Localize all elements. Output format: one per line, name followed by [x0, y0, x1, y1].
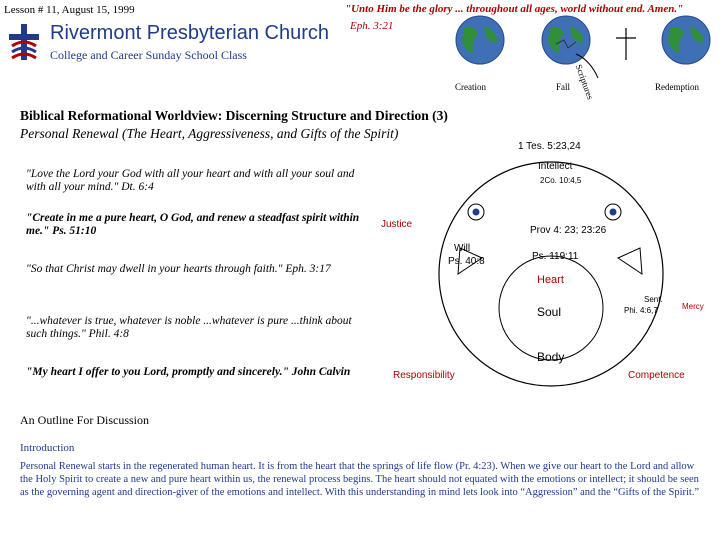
label-proverbs: Prov 4: 23; 23:26 — [530, 225, 607, 236]
label-soul: Soul — [537, 305, 562, 319]
label-philippians: Phi. 4:6,7 — [624, 306, 658, 315]
quote-psalm-51: "Create in me a pure heart, O God, and renew a steadfast spirit within me." Ps. 51:10 — [26, 212, 360, 237]
timeline-creation: Creation — [455, 82, 486, 92]
label-justice: Justice — [381, 219, 413, 230]
label-responsibility: Responsibility — [393, 370, 455, 381]
right-eye-icon — [605, 204, 621, 220]
label-psalm-119: Ps. 119:11 — [532, 251, 579, 262]
label-mercy: Mercy — [682, 302, 704, 311]
page-subtitle: Personal Renewal (The Heart, Aggressiveness, and Gifts of the Spirit) — [20, 126, 399, 141]
church-name: Rivermont Presbyterian Church — [50, 22, 329, 44]
label-competence: Competence — [628, 370, 685, 381]
cross-icon — [616, 28, 636, 60]
quote-philippians: "...whatever is true, whatever is noble ...whatever is pure ...think about such things." Phil. 4:8 — [26, 315, 352, 340]
label-2-cor: 2Co. 10:4,5 — [540, 176, 582, 185]
outline-heading: An Outline For Discussion — [20, 413, 149, 427]
left-eye-icon — [468, 204, 484, 220]
label-body: Body — [537, 350, 565, 364]
introduction-heading: Introduction — [20, 442, 75, 454]
motto-reference: Eph. 3:21 — [350, 20, 394, 32]
church-logo-icon — [4, 20, 44, 64]
timeline-redemption: Redemption — [655, 82, 699, 92]
redemption-globe-icon — [662, 16, 710, 64]
creation-globe-icon — [456, 16, 504, 64]
motto-quote: "Unto Him be the glory ... throughout all ages, world without end. Amen." — [345, 3, 684, 15]
label-will: Will — [454, 243, 471, 254]
lesson-date: Lesson # 11, August 15, 1999 — [4, 4, 135, 16]
label-heart: Heart — [537, 274, 564, 286]
timeline-scriptures: Scriptures — [573, 63, 596, 101]
page-title: Biblical Reformational Worldview: Discerning Structure and Direction (3) — [20, 108, 448, 123]
timeline-fall: Fall — [556, 82, 571, 92]
quote-deuteronomy: "Love the Lord your God with all your heart and with all your soul and with all your mind." Dt. 6:4 — [26, 168, 355, 193]
fall-globe-icon — [542, 16, 590, 64]
right-arrow-icon — [618, 248, 642, 274]
label-1-thes: 1 Tes. 5:23,24 — [518, 141, 581, 152]
quote-calvin: "My heart I offer to you Lord, promptly and sincerely." John Calvin — [26, 366, 351, 378]
label-will-ref: Ps. 40:8 — [448, 256, 485, 267]
label-intellect: Intellect — [538, 161, 573, 172]
class-name: College and Career Sunday School Class — [50, 48, 247, 62]
label-sent: Sent. — [644, 295, 663, 304]
quote-ephesians: "So that Christ may dwell in your hearts through faith." Eph. 3:17 — [26, 263, 331, 275]
introduction-paragraph: Personal Renewal starts in the regenerated human heart. It is from the heart that the springs of life flow (Pr. 4:23). When we give our heart to the Lord and allow the Holy Spirit to create a new and pure heart within us, the renewal process begins. The heart should not equated with the emotions or intellect; it should be seen as the governing agent and direction-giver of the emotions and intellect. With this understanding in mind lets look into “Aggression” and the “Gifts of the Spirit.” — [20, 461, 700, 498]
